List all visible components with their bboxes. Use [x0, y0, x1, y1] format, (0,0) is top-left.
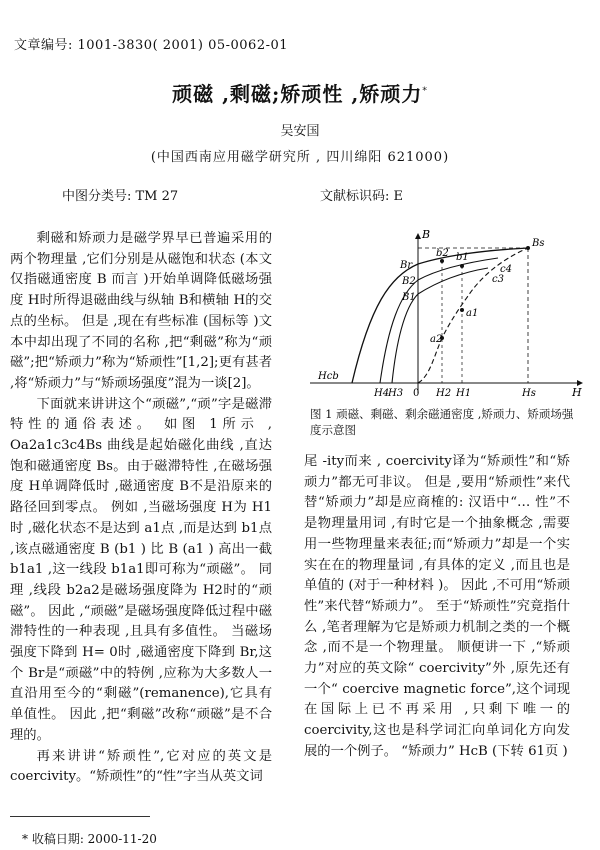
point-b1 [460, 264, 464, 268]
point-b2 [440, 259, 444, 263]
label-b1: b1 [456, 252, 469, 263]
label-br: Br [400, 260, 413, 271]
label-h4: H4 [374, 388, 390, 399]
point-a1 [460, 308, 464, 312]
affiliation: (中国西南应用磁学研究所 , 四川绵阳 621000) [150, 150, 450, 165]
label-hs: Hs [522, 388, 536, 399]
class-number: 中图分类号: TM 27 [62, 189, 179, 204]
paragraph-4: 尾 -ity而来 , coercivity译为“矫顽性”和“矫顽力”都无可非议。 但是 ,要用“矫顽性”来代替“矫顽力”却是应商榷的: 汉语中“… 性”不是物理量用词 ,有时它是一个抽象概念 ,需要用一些物理量来表征;而“矫顽力”却是一个实实在在的物理量词 ,有具体的定义 ,而且也是单值的 (对于一种材料 )。 因此 ,不可用“矫顽性”来代替“矫顽力”。 至于“矫顽性”究竟指什么 ,笔者理解为它是矫顽力机制之类的一个概念 ,而不是一个物理量。 顺便讲一下 ,“矫顽力”对应的英文除“ coercivity”外 ,原先还有一个“ coercive magnetic force”,这个词现在国际上已不再采用 ,只剩下唯一的 coercivity,这也是科学词汇向单词化方向发展的一个例子。 “矫顽力” HcB (下转 61页 ) [304, 454, 570, 759]
paragraph-1: 剩磁和矫顽力是磁学界早已普遍采用的两个物理量 ,它们分别是从磁饱和状态 (本文仅指磁通密度 B 而言 )开始单调降低磁场强度 H时所得退磁曲线与纵轴 B和横轴 H的交点的坐标。 但是 ,现在有些标准 (国标等 )文本中却出现了不同的名称 ,把“剩磁”称为“顽磁”;把“矫顽力”称为“矫顽性”[1,2];更有甚者 ,将“矫顽力”与“矫顽场强度”混为一谈[2]。 [10, 231, 272, 391]
label-B1: B1 [402, 292, 416, 303]
document-code: 文献标识码: E [320, 189, 404, 204]
point-bs [526, 246, 530, 250]
figure-caption: 图 1 顽磁、剩磁、剩余磁通密度 ,矫顽力、矫顽场强度示意图 [310, 407, 574, 437]
label-b: B [422, 228, 431, 241]
article-id: 文章编号: 1001-3830( 2001) 05-0062-01 [14, 38, 289, 53]
title-text: 顽磁 ,剩磁;矫顽性 ,矫顽力 [172, 82, 423, 106]
label-B2: B2 [402, 276, 416, 287]
label-h: H [572, 386, 582, 399]
author: 吴安国 [280, 124, 320, 139]
article-title [0, 78, 600, 107]
label-origin: 0 [413, 388, 420, 399]
label-c4: c4 [500, 264, 512, 275]
received-date: * 收稿日期: 2000-11-20 [22, 832, 157, 846]
label-hcb: Hcb [318, 371, 339, 382]
hysteresis-diagram [300, 226, 590, 406]
label-c3: c3 [492, 274, 504, 285]
label-h1: H1 [456, 388, 472, 399]
label-h3: H3 [388, 388, 404, 399]
footnote-rule [10, 816, 150, 817]
label-bs: Bs [532, 238, 545, 249]
paragraph-2: 下面就来讲讲这个“顽磁”,“顽”字是磁滞特性的通俗表述。 如图 1所示 , Oa2a1c3c4Bs 曲线是起始磁化曲线 ,直达饱和磁通密度 Bs。由于磁滞特性 ,在磁场强度 H单调降低时 ,磁通密度 B不是沿原来的路径回到零点。 例如 ,当磁场强度 H为 H1时 ,磁化状态不是达到 a1点 ,而是达到 b1点 ,该点磁通密度 B (b1 ) 比 B (a1 ) 高出一截 b1a1 ,这一线段 b1a1即可称为“顽磁”。 同理 ,线段 b2a2是磁场强度降为 H2时的“顽磁”。 因此 ,“顽磁”是磁场强度降低过程中磁滞特性的一种表现 ,且具有多值性。 当磁场强度下降到 H= 0时 ,磁通密度下降到 Br,这个 Br是“顽磁”中的特例 ,应称为大多数人一直沿用至今的“剩磁”(remanence),它具有单值性。 因此 ,把“剩磁”改称“顽磁”是不合理的。 [10, 396, 272, 743]
label-a1: a1 [466, 308, 479, 319]
left-column [10, 229, 272, 788]
label-a2: a2 [430, 334, 443, 345]
title-footnote-mark: * [422, 86, 428, 97]
paragraph-3: 再来讲讲“矫顽性”,它对应的英文是 coercivity。“矫顽性”的“性”字当从英文词 [10, 748, 272, 785]
label-b2: b2 [436, 248, 449, 259]
label-h2: H2 [436, 388, 452, 399]
right-column [304, 452, 570, 763]
